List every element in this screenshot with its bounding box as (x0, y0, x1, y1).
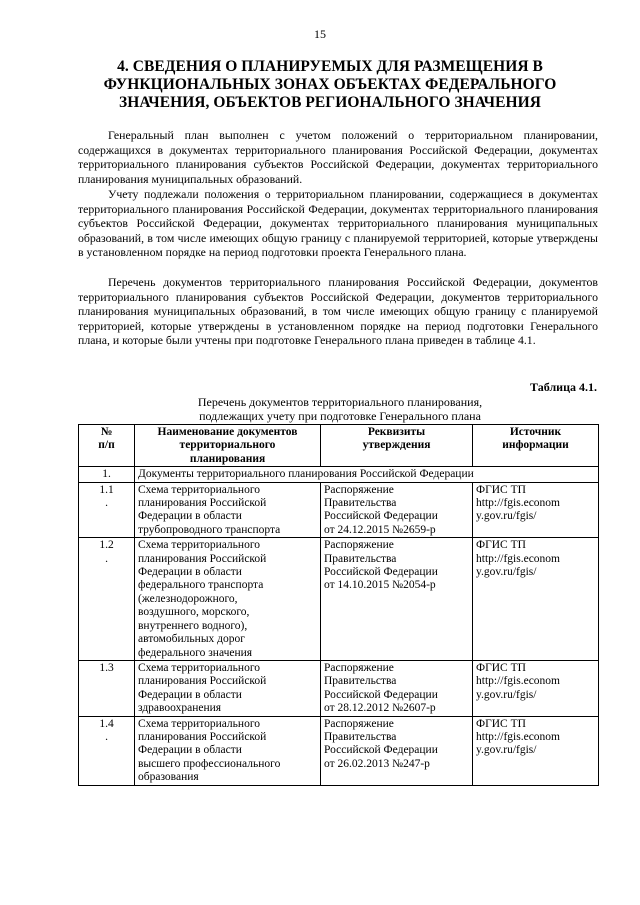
group-num: 1. (79, 467, 135, 482)
header-num: № п/п (79, 425, 135, 467)
table-header-row (79, 425, 599, 467)
table-group-row (79, 467, 599, 482)
row-num: 1.2 . (79, 538, 135, 661)
row-num: 1.4 . (79, 716, 135, 785)
table-row (79, 660, 599, 716)
row-source: ФГИС ТП http://fgis.econom y.gov.ru/fgis/ (473, 660, 599, 716)
row-requisites: Распоряжение Правительства Российской Федерации от 26.02.2013 №247-р (321, 716, 473, 785)
header-source: Источник информации (473, 425, 599, 467)
row-requisites: Распоряжение Правительства Российской Федерации от 24.12.2015 №2659-р (321, 482, 473, 538)
row-source: ФГИС ТП http://fgis.econom y.gov.ru/fgis/ (473, 538, 599, 661)
row-requisites: Распоряжение Правительства Российской Федерации от 28.12.2012 №2607-р (321, 660, 473, 716)
row-requisites: Распоряжение Правительства Российской Федерации от 14.10.2015 №2054-р (321, 538, 473, 661)
paragraph-2: Учету подлежали положения о территориальном планировании, содержащиеся в документах территориального планирования Российской Федерации, документах территориального планирования субъектов Российской Федерации, документах территориального планирования муниципальных образований, в том числе имеющих общую границу с планируемой территорией, которые утверждены в установленном порядке на период подготовки проекта Генерального плана. (78, 187, 598, 259)
table-label: Таблица 4.1. (530, 380, 597, 394)
table-row (79, 482, 599, 538)
row-name: Схема территориального планирования Российской Федерации в области федерального транспорта (железнодорожного, воздушного, морского, внутреннего водного), автомобильных дорог федерального значения (135, 538, 321, 661)
paragraph-1: Генеральный план выполнен с учетом положений о территориальном планировании, содержащихся в документах территориального планирования Российской Федерации, документах территориального планирования субъектов Российской Федерации, документах территориального планирования муниципальных образований. (78, 128, 598, 186)
paragraph-3: Перечень документов территориального планирования Российской Федерации, документов территориального планирования субъектов Российской Федерации, документов территориального планирования муниципальных образований, в том числе имеющих общую границу с планируемой территорией, которые утверждены в установленном порядке на период подготовки Генерального плана, и которые были учтены при подготовке Генерального плана приведен в таблице 4.1. (78, 275, 598, 347)
table-row (79, 538, 599, 661)
documents-table (78, 424, 599, 786)
header-requisites: Реквизиты утверждения (321, 425, 473, 467)
table-row (79, 716, 599, 785)
page-number: 15 (314, 27, 326, 41)
row-name: Схема территориального планирования Российской Федерации в области высшего профессионального образования (135, 716, 321, 785)
group-title: Документы территориального планирования Российской Федерации (135, 467, 599, 482)
row-source: ФГИС ТП http://fgis.econom y.gov.ru/fgis/ (473, 716, 599, 785)
row-name: Схема территориального планирования Российской Федерации в области здравоохранения (135, 660, 321, 716)
row-num: 1.3 (79, 660, 135, 716)
table-caption: Перечень документов территориального планирования, подлежащих учету при подготовке Генерального плана (197, 395, 483, 423)
row-source: ФГИС ТП http://fgis.econom y.gov.ru/fgis/ (473, 482, 599, 538)
row-name: Схема территориального планирования Российской Федерации в области трубопроводного транспорта (135, 482, 321, 538)
header-name: Наименование документов территориального планирования (135, 425, 321, 467)
section-title: 4. СВЕДЕНИЯ О ПЛАНИРУЕМЫХ ДЛЯ РАЗМЕЩЕНИЯ В ФУНКЦИОНАЛЬНЫХ ЗОНАХ ОБЪЕКТАХ ФЕДЕРАЛЬНОГО ЗНАЧЕНИЯ, ОБЪЕКТОВ РЕГИОНАЛЬНОГО ЗНАЧЕНИЯ (103, 58, 557, 111)
row-num: 1.1 . (79, 482, 135, 538)
